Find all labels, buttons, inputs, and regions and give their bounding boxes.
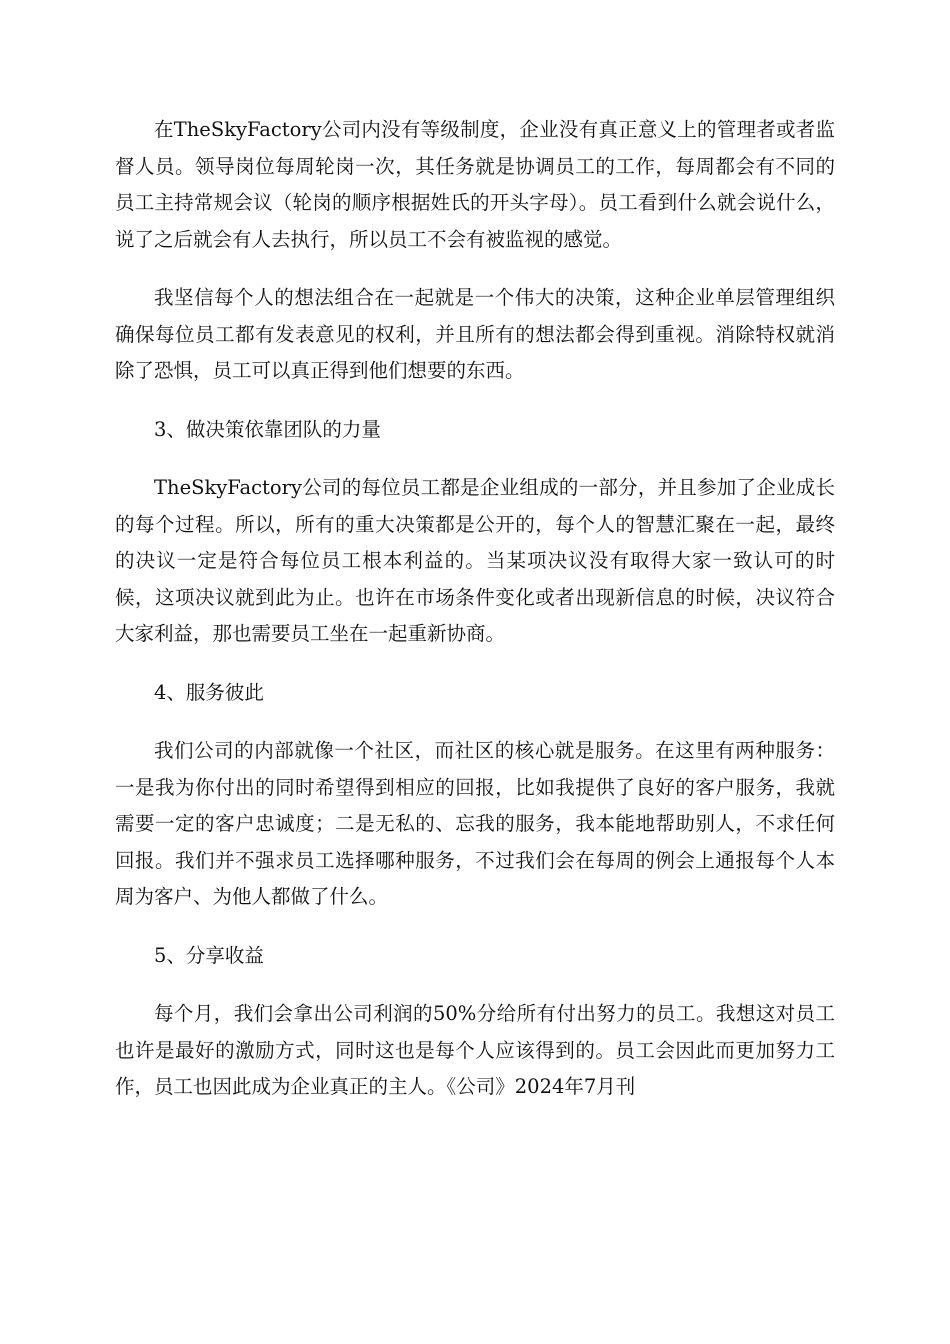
- section-heading-3: 3、做决策依靠团队的力量: [154, 417, 381, 441]
- section-heading-5: 5、分享收益: [154, 943, 264, 967]
- paragraph-service: 我们公司的内部就像一个社区，而社区的核心就是服务。在这里有两种服务：一是我为你付出的同时希望得到相应的回报，比如我提供了良好的客户服务，我就需要一定的客户忠诚度；二是无私的、忘我的服务，我本能地帮助别人，不求任何回报。我们并不强求员工选择哪种服务，不过我们会在每周的例会上通报每个人本周为客户、为他人都做了什么。: [115, 739, 835, 908]
- section-heading-4: 4、服务彼此: [154, 680, 264, 704]
- document-page: [115, 112, 835, 1128]
- paragraph-profit-sharing: 每个月，我们会拿出公司利润的50%分给所有付出努力的员工。我想这对员工也许是最好的激励方式，同时这也是每个人应该得到的。员工会因此而更加努力工作，员工也因此成为企业真正的主人。《公司》2024年7月刊: [115, 1002, 835, 1098]
- paragraph-collective-decision: 我坚信每个人的想法组合在一起就是一个伟大的决策，这种企业单层管理组织确保每位员工都有发表意见的权利，并且所有的想法都会得到重视。消除特权就消除了恐惧，员工可以真正得到他们想要的东西。: [115, 286, 835, 382]
- paragraph-no-hierarchy: 在TheSkyFactory公司内没有等级制度，企业没有真正意义上的管理者或者监督人员。领导岗位每周轮岗一次，其任务就是协调员工的工作，每周都会有不同的员工主持常规会议（轮岗的顺序根据姓氏的开头字母）。员工看到什么就会说什么，说了之后就会有人去执行，所以员工不会有被监视的感觉。: [115, 118, 835, 251]
- paragraph-team-decisions: TheSkyFactory公司的每位员工都是企业组成的一部分，并且参加了企业成长的每个过程。所以，所有的重大决策都是公开的，每个人的智慧汇聚在一起，最终的决议一定是符合每位员工根本利益的。当某项决议没有取得大家一致认可的时候，这项决议就到此为止。也许在市场条件变化或者出现新信息的时候，决议符合大家利益，那也需要员工坐在一起重新协商。: [115, 476, 835, 645]
